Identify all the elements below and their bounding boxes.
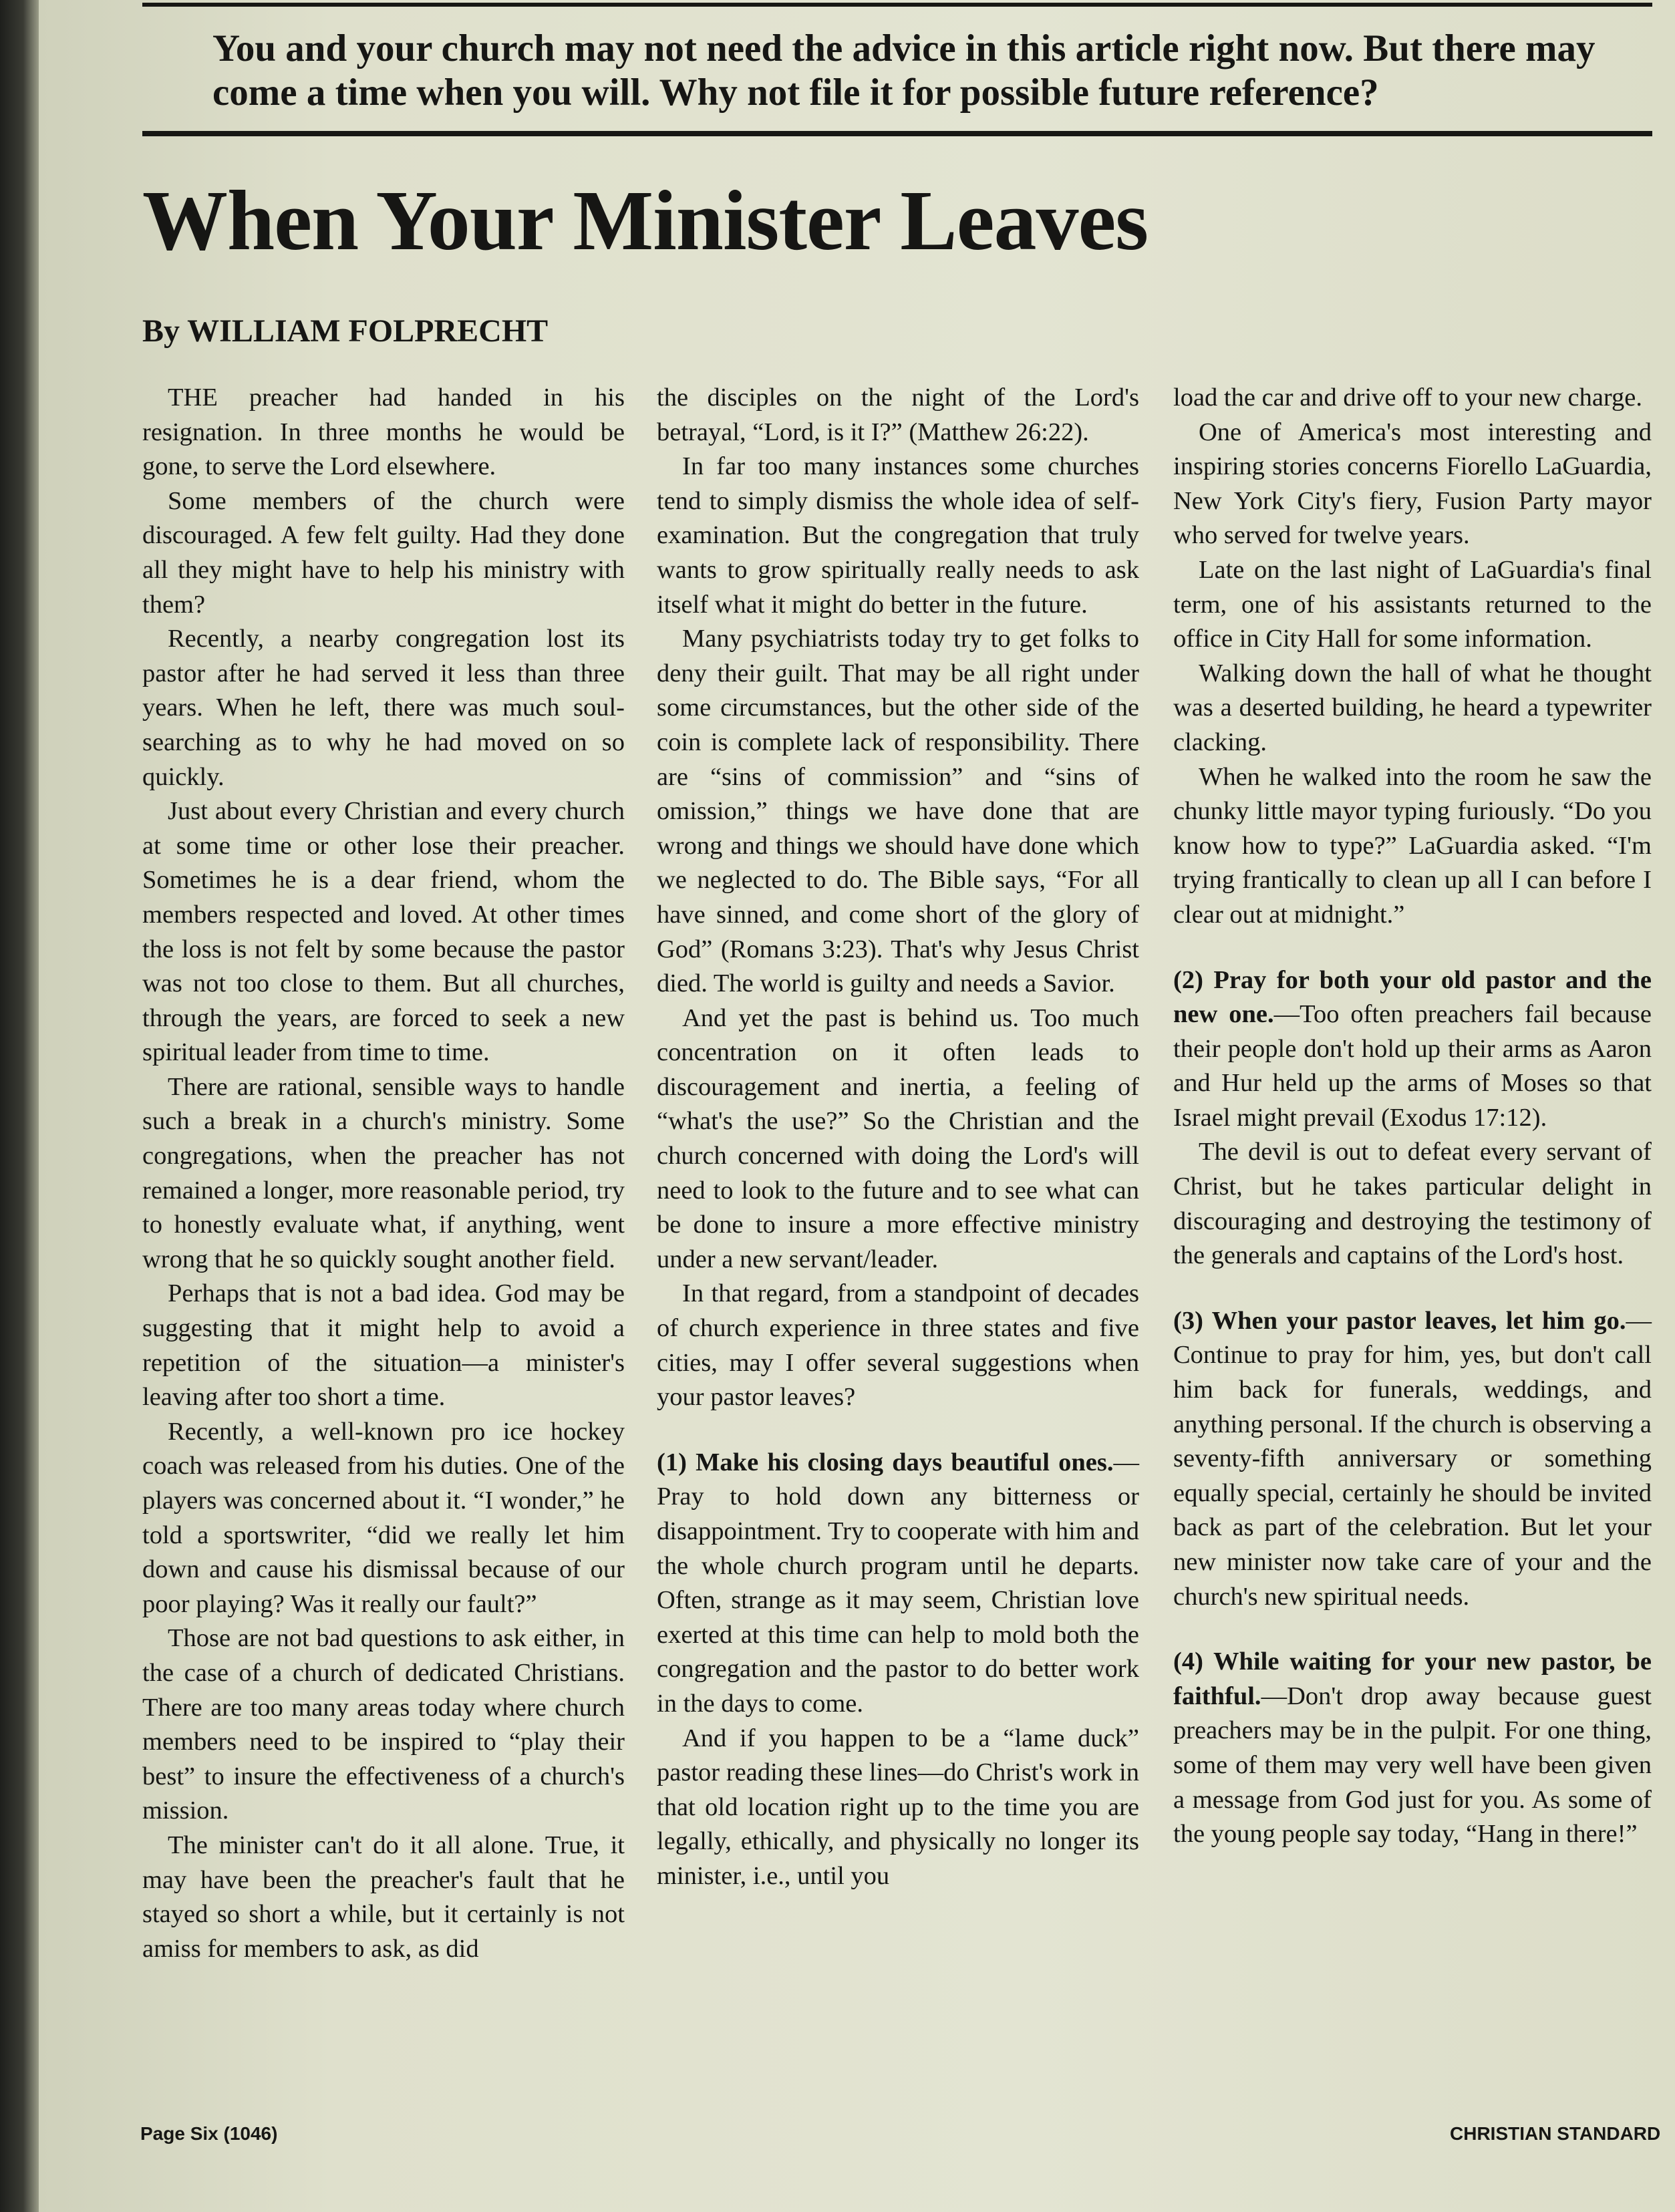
paragraph: The minister can't do it all alone. True, it may have been the preacher's fault that he stayed so short a while, but it certainly is not amiss for members to ask, as did xyxy=(142,1831,625,1963)
paragraph: Recently, a well-known pro ice hockey coach was released from his duties. One of the players was concerned about it. “I wonder,” he told a sportswriter, “did we really let him down and cause his dismissal because of our poor playing? Was it really our fault?” xyxy=(142,1417,625,1618)
column-2 xyxy=(657,381,1139,1894)
page-number: Page Six (1046) xyxy=(140,2123,278,2144)
paragraph: And if you happen to be a “lame duck” pastor reading these lines—do Christ's work in that old location right up to the time you are legally, ethically, and physically no longer its minister, i.e., until you xyxy=(657,1724,1139,1890)
intro-blurb: You and your church may not need the advice in this article right now. But there may come a time when you will. Why not file it for possible future reference? xyxy=(212,27,1595,114)
byline: By WILLIAM FOLPRECHT xyxy=(142,313,549,349)
paragraph-continuation: load the car and drive off to your new charge. xyxy=(1173,383,1643,412)
suggestion-body: —Too often preachers fail because their people don't hold up their arms as Aaron and Hur held up the arms of Moses so that Israel might prevail (Exodus 17:12). xyxy=(1173,1000,1652,1132)
paragraph: Perhaps that is not a bad idea. God may be suggesting that it might help to avoid a repetition of the situation—a minister's leaving after too short a time. xyxy=(142,1279,625,1412)
paragraph: And yet the past is behind us. Too much concentration on it often leads to discouragement and inertia, a feeling of “what's the use?” So the Christian and the church concerned with doing the Lord's will need to look to the future and to see what can be done to insure a more effective ministry under a new servant/leader. xyxy=(657,1003,1139,1273)
paragraph: There are rational, sensible ways to handle such a break in a church's ministry. Some congregations, when the preacher has not remained a longer, more reasonable period, try to honestly evaluate what, if anything, went wrong that he so quickly sought another field. xyxy=(142,1072,625,1273)
binding-gutter xyxy=(0,0,39,2212)
intro-rule xyxy=(142,131,1652,136)
suggestion-2 xyxy=(1173,963,1652,1136)
paragraph: Many psychiatrists today try to get folks to deny their guilt. That may be all right under some circumstances, but the other side of the coin is complete lack of responsibility. There are “sins of commission” and “sins of omission,” things we have done that are wrong and things we should have done which we neglected to do. The Bible says, “For all have sinned, and come short of the glory of God” (Romans 3:23). That's why Jesus Christ died. The world is guilty and needs a Savior. xyxy=(657,625,1139,998)
paragraph: THE preacher had handed in his resignation. In three months he would be gone, to serve the Lord elsewhere. xyxy=(142,383,625,481)
paragraph: Walking down the hall of what he thought was a deserted building, he heard a typewriter clacking. xyxy=(1173,659,1652,756)
suggestion-3 xyxy=(1173,1304,1652,1614)
suggestion-body: —Continue to pray for him, yes, but don't call him back for funerals, weddings, and anything personal. If the church is observing a seventy-fifth anniversary or something equally special, certainly he should be invited back as part of the celebration. But let your new minister now take care of your and the church's new spiritual needs. xyxy=(1173,1306,1652,1611)
paragraph: In that regard, from a standpoint of decades of church experience in three states and five cities, may I offer several suggestions when your pastor leaves? xyxy=(657,1279,1139,1412)
suggestion-body: —Pray to hold down any bitterness or disappointment. Try to cooperate with him and the whole church program until he departs. Often, strange as it may seem, Christian love exerted at this time can help to mold both the congregation and the pastor to do better work in the days to come. xyxy=(657,1448,1139,1718)
column-3 xyxy=(1173,381,1652,1852)
paragraph: Some members of the church were discouraged. A few felt guilty. Had they done all they might have to help his ministry with them? xyxy=(142,486,625,619)
suggestion-heading: (2) Pray for both your old pastor and the new one. xyxy=(1173,965,1652,1029)
paragraph: Those are not bad questions to ask either, in the case of a church of dedicated Christians. There are too many areas today where church members need to be inspired to “play their best” to insure the effectiveness of a church's mission. xyxy=(142,1624,625,1825)
suggestion-heading: (4) While waiting for your new pastor, be faithful. xyxy=(1173,1647,1652,1710)
paragraph-continuation: the disciples on the night of the Lord's betrayal, “Lord, is it I?” (Matthew 26:22). xyxy=(657,383,1139,446)
suggestion-1 xyxy=(657,1446,1139,1722)
paragraph: Recently, a nearby congregation lost its pastor after he had served it less than three years. When he left, there was much soul-searching as to why he had moved on so quickly. xyxy=(142,625,625,791)
paragraph: The devil is out to defeat every servant of Christ, but he takes particular delight in discouraging and destroying the testimony of the generals and captains of the Lord's host. xyxy=(1173,1138,1652,1270)
column-1 xyxy=(142,381,625,1966)
suggestion-heading: (3) When your pastor leaves, let him go. xyxy=(1173,1306,1626,1335)
paragraph: Just about every Christian and every church at some time or other lose their preacher. Sometimes he is a dear friend, whom the members respected and loved. At other times the loss is not felt by some because the pastor was not too close to them. But all churches, through the years, are forced to seek a new spiritual leader from time to time. xyxy=(142,797,625,1067)
suggestion-heading: (1) Make his closing days beautiful ones. xyxy=(657,1448,1114,1476)
suggestion-body: —Don't drop away because guest preachers may be in the pulpit. For one thing, some of them may very well have been given a message from God just for you. As some of the young people say today, “Hang in there!” xyxy=(1173,1682,1652,1849)
suggestion-4 xyxy=(1173,1645,1652,1852)
publication-name: CHRISTIAN STANDARD xyxy=(1450,2123,1661,2144)
article-title: When Your Minister Leaves xyxy=(142,173,1149,268)
paragraph: One of America's most interesting and inspiring stories concerns Fiorello LaGuardia, New York City's fiery, Fusion Party mayor who served for twelve years. xyxy=(1173,418,1652,550)
paragraph: In far too many instances some churches tend to simply dismiss the whole idea of self-examination. But the congregation that truly wants to grow spiritually really needs to ask itself what it might do better in the future. xyxy=(657,452,1139,619)
paragraph: Late on the last night of LaGuardia's final term, one of his assistants returned to the office in City Hall for some information. xyxy=(1173,555,1652,653)
paragraph: When he walked into the room he saw the chunky little mayor typing furiously. “Do you know how to type?” LaGuardia asked. “I'm trying frantically to clean up all I can before I clear out at midnight.” xyxy=(1173,762,1652,929)
top-rule xyxy=(142,3,1652,7)
